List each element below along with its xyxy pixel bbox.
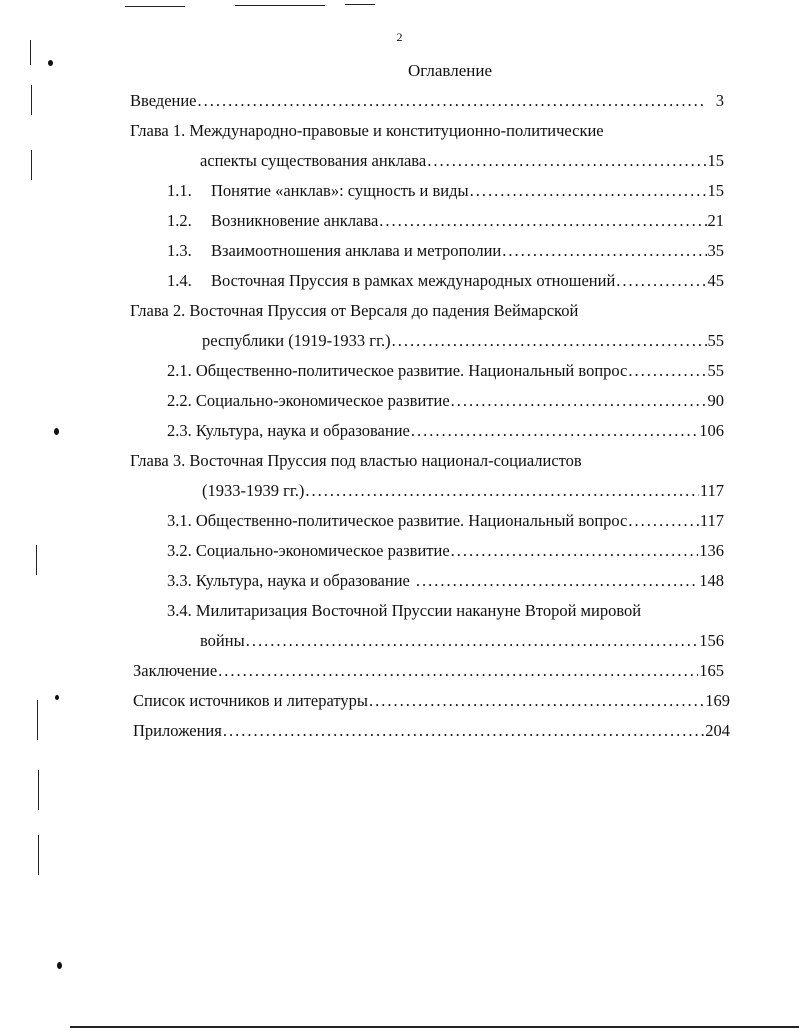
toc-section-number: 1.1. xyxy=(167,181,192,200)
toc-leader-dots xyxy=(616,270,706,292)
toc-section-1-2 xyxy=(0,210,799,232)
toc-section-1-1 xyxy=(0,180,799,202)
toc-section-number: 1.3. xyxy=(167,241,192,260)
toc-entry-page: 15 xyxy=(707,181,724,200)
toc-entry-page: 15 xyxy=(707,151,724,170)
toc-entry-page: 165 xyxy=(699,661,724,680)
scan-artifact-top-rule xyxy=(125,6,185,7)
toc-entry-label: войны xyxy=(200,631,245,650)
toc-entry-page: 117 xyxy=(699,481,724,500)
toc-entry-label: 3.3. Культура, наука и образование xyxy=(167,571,410,590)
scan-artifact-bottom-rule xyxy=(70,1026,799,1028)
toc-entry-label: Понятие «анклав»: сущность и виды xyxy=(211,181,469,200)
toc-entry-label: Заключение xyxy=(133,661,218,680)
toc-entry-page: 45 xyxy=(707,271,724,290)
toc-leader-dots xyxy=(416,570,698,592)
toc-leader-dots xyxy=(427,150,706,172)
toc-leader-dots xyxy=(223,720,704,742)
toc-entry-page: 3 xyxy=(715,91,724,110)
toc-chapter-3 xyxy=(0,450,799,472)
toc-leader-dots xyxy=(305,480,698,502)
toc-leader-dots xyxy=(198,90,705,112)
toc-chapter-1-continued xyxy=(0,150,799,172)
page-number: 2 xyxy=(396,30,403,44)
toc-section-3-3 xyxy=(0,570,799,592)
toc-entry-conclusion xyxy=(0,660,799,682)
toc-entry-label: Глава 1. Международно-правовые и конституционно-политические xyxy=(130,121,604,140)
toc-entry-introduction xyxy=(0,90,799,112)
toc-entry-label: Восточная Пруссия в рамках международных отношений xyxy=(211,271,616,290)
toc-entry-label: республики (1919-1933 гг.) xyxy=(202,331,391,350)
toc-entry-page: 156 xyxy=(699,631,724,650)
toc-leader-dots xyxy=(451,390,707,412)
toc-entry-label: Глава 2. Восточная Пруссия от Версаля до падения Веймарской xyxy=(130,301,579,320)
toc-entry-page: 21 xyxy=(707,211,724,230)
toc-entry-page: 136 xyxy=(699,541,724,560)
toc-leader-dots xyxy=(628,510,698,532)
toc-entry-page: 35 xyxy=(707,241,724,260)
toc-entry-page: 106 xyxy=(699,421,724,440)
toc-leader-dots xyxy=(369,690,704,712)
toc-section-3-4 xyxy=(0,600,799,622)
toc-entry-page: 204 xyxy=(705,721,730,740)
scan-artifact-punch-mark xyxy=(57,962,62,969)
toc-section-3-4-continued xyxy=(0,630,799,652)
toc-entry-label: Глава 3. Восточная Пруссия под властью национал-социалистов xyxy=(130,451,582,470)
toc-section-number: 1.4. xyxy=(167,271,192,290)
toc-entry-label: аспекты существования анклава xyxy=(200,151,427,170)
toc-section-3-2 xyxy=(0,540,799,562)
toc-entry-page: 169 xyxy=(705,691,730,710)
toc-leader-dots xyxy=(628,360,706,382)
toc-entry-label: Взаимоотношения анклава и метрополии xyxy=(211,241,502,260)
toc-entry-sources xyxy=(0,690,799,712)
toc-leader-dots xyxy=(379,210,706,232)
toc-chapter-1 xyxy=(0,120,799,142)
toc-section-2-2 xyxy=(0,390,799,412)
toc-leader-dots xyxy=(470,180,707,202)
scan-artifact-left-margin xyxy=(38,835,39,875)
toc-entry-label: Список источников и литературы xyxy=(133,691,368,710)
toc-entry-label: (1933-1939 гг.) xyxy=(202,481,305,500)
toc-entry-label: 3.1. Общественно-политическое развитие. Национальный вопрос xyxy=(167,511,628,530)
toc-entry-label: Введение xyxy=(130,91,197,110)
toc-section-2-1 xyxy=(0,360,799,382)
toc-leader-dots xyxy=(392,330,707,352)
toc-entry-label: 3.4. Милитаризация Восточной Пруссии накануне Второй мировой xyxy=(167,601,642,620)
toc-leader-dots xyxy=(502,240,706,262)
toc-leader-dots xyxy=(451,540,699,562)
toc-entry-label: 3.2. Социально-экономическое развитие xyxy=(167,541,450,560)
toc-chapter-2 xyxy=(0,300,799,322)
toc-leader-dots xyxy=(246,630,699,652)
toc-section-2-3 xyxy=(0,420,799,442)
toc-leader-dots xyxy=(411,420,698,442)
toc-entry-label: 2.3. Культура, наука и образование xyxy=(167,421,410,440)
toc-chapter-2-continued xyxy=(0,330,799,352)
toc-section-1-4 xyxy=(0,270,799,292)
toc-entry-page: 55 xyxy=(707,331,724,350)
toc-entry-label: 2.2. Социально-экономическое развитие xyxy=(167,391,450,410)
toc-section-number: 1.2. xyxy=(167,211,192,230)
toc-entry-page: 55 xyxy=(707,361,724,380)
toc-leader-dots xyxy=(218,660,698,682)
scan-artifact-top-rule xyxy=(345,4,375,5)
toc-chapter-3-continued xyxy=(0,480,799,502)
toc-section-3-1 xyxy=(0,510,799,532)
toc-entry-page: 148 xyxy=(699,571,724,590)
toc-entry-label: 2.1. Общественно-политическое развитие. Национальный вопрос xyxy=(167,361,628,380)
scan-artifact-left-margin xyxy=(38,770,39,810)
toc-entry-label: Приложения xyxy=(133,721,222,740)
toc-title: Оглавление xyxy=(408,61,492,80)
toc-entry-page: 117 xyxy=(699,511,724,530)
toc-entry-appendix xyxy=(0,720,799,742)
toc-entry-label: Возникновение анклава xyxy=(211,211,379,230)
scan-artifact-top-rule xyxy=(235,5,325,6)
toc-entry-page: 90 xyxy=(707,391,724,410)
toc-section-1-3 xyxy=(0,240,799,262)
